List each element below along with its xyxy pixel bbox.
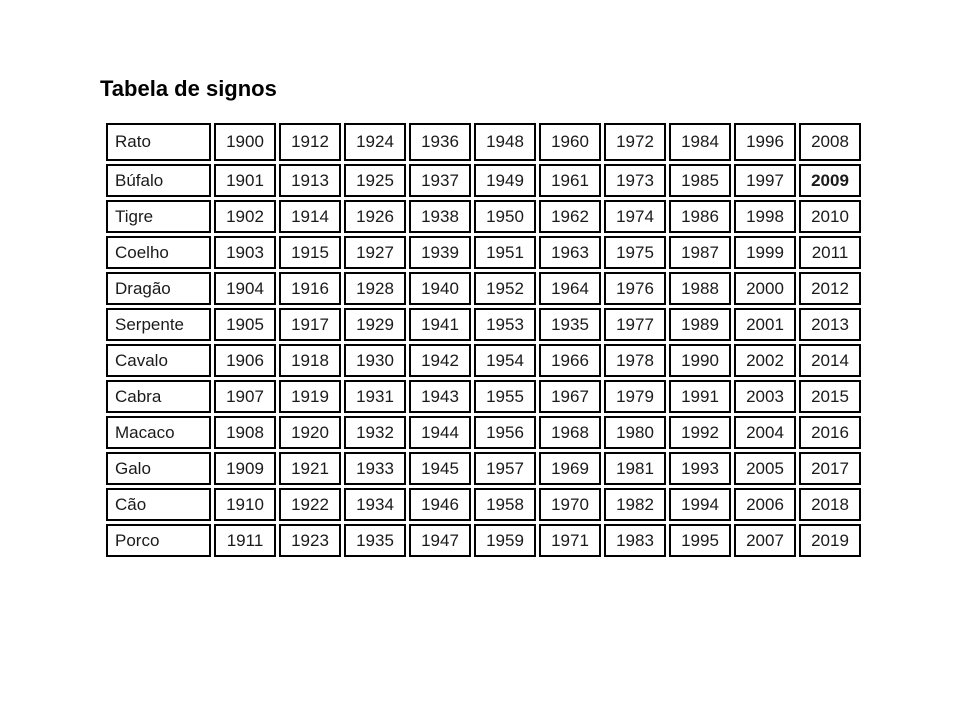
year-cell: 1962 [539,200,601,233]
year-cell: 1909 [214,452,276,485]
year-cell: 2009 [799,164,861,197]
year-cell: 2015 [799,380,861,413]
year-cell: 2011 [799,236,861,269]
table-row [106,416,861,449]
year-cell: 1954 [474,344,536,377]
year-cell: 1938 [409,200,471,233]
animal-label: Porco [106,524,211,557]
year-cell: 1966 [539,344,601,377]
year-cell: 1917 [279,308,341,341]
year-cell: 1984 [669,123,731,161]
year-cell: 1941 [409,308,471,341]
animal-label: Dragão [106,272,211,305]
year-cell: 2019 [799,524,861,557]
year-cell: 1955 [474,380,536,413]
year-cell: 1937 [409,164,471,197]
year-cell: 1902 [214,200,276,233]
year-cell: 1951 [474,236,536,269]
year-cell: 1924 [344,123,406,161]
year-cell: 2008 [799,123,861,161]
year-cell: 1934 [344,488,406,521]
year-cell: 1993 [669,452,731,485]
year-cell: 1906 [214,344,276,377]
animal-label: Cabra [106,380,211,413]
year-cell: 2017 [799,452,861,485]
year-cell: 1907 [214,380,276,413]
year-cell: 1911 [214,524,276,557]
year-cell: 1914 [279,200,341,233]
year-cell: 1915 [279,236,341,269]
year-cell: 1986 [669,200,731,233]
year-cell: 1905 [214,308,276,341]
year-cell: 2003 [734,380,796,413]
year-cell: 1969 [539,452,601,485]
year-cell: 2018 [799,488,861,521]
zodiac-table [103,120,864,560]
year-cell: 1972 [604,123,666,161]
year-cell: 1987 [669,236,731,269]
animal-label: Cavalo [106,344,211,377]
year-cell: 1985 [669,164,731,197]
year-cell: 1919 [279,380,341,413]
year-cell: 1976 [604,272,666,305]
year-cell: 2001 [734,308,796,341]
animal-label: Galo [106,452,211,485]
table-row [106,380,861,413]
year-cell: 1989 [669,308,731,341]
year-cell: 1997 [734,164,796,197]
year-cell: 1922 [279,488,341,521]
year-cell: 2006 [734,488,796,521]
year-cell: 1992 [669,416,731,449]
table-row [106,488,861,521]
year-cell: 1983 [604,524,666,557]
table-row [106,524,861,557]
year-cell: 1935 [344,524,406,557]
year-cell: 2000 [734,272,796,305]
year-cell: 1974 [604,200,666,233]
year-cell: 1936 [409,123,471,161]
year-cell: 1930 [344,344,406,377]
year-cell: 1948 [474,123,536,161]
year-cell: 1952 [474,272,536,305]
year-cell: 1964 [539,272,601,305]
year-cell: 1943 [409,380,471,413]
year-cell: 1956 [474,416,536,449]
year-cell: 1981 [604,452,666,485]
year-cell: 2014 [799,344,861,377]
year-cell: 1970 [539,488,601,521]
year-cell: 1946 [409,488,471,521]
year-cell: 2010 [799,200,861,233]
year-cell: 1932 [344,416,406,449]
year-cell: 1900 [214,123,276,161]
year-cell: 2013 [799,308,861,341]
year-cell: 2012 [799,272,861,305]
year-cell: 1918 [279,344,341,377]
year-cell: 1977 [604,308,666,341]
year-cell: 1953 [474,308,536,341]
year-cell: 2016 [799,416,861,449]
year-cell: 2005 [734,452,796,485]
year-cell: 1963 [539,236,601,269]
year-cell: 1903 [214,236,276,269]
year-cell: 1975 [604,236,666,269]
year-cell: 1968 [539,416,601,449]
year-cell: 1991 [669,380,731,413]
year-cell: 1927 [344,236,406,269]
year-cell: 1947 [409,524,471,557]
year-cell: 1988 [669,272,731,305]
year-cell: 1971 [539,524,601,557]
year-cell: 1913 [279,164,341,197]
year-cell: 1949 [474,164,536,197]
year-cell: 1942 [409,344,471,377]
year-cell: 1994 [669,488,731,521]
year-cell: 2004 [734,416,796,449]
year-cell: 1931 [344,380,406,413]
year-cell: 1958 [474,488,536,521]
animal-label: Cão [106,488,211,521]
year-cell: 1935 [539,308,601,341]
year-cell: 1982 [604,488,666,521]
year-cell: 1908 [214,416,276,449]
year-cell: 1921 [279,452,341,485]
year-cell: 1925 [344,164,406,197]
year-cell: 2007 [734,524,796,557]
year-cell: 1957 [474,452,536,485]
year-cell: 1996 [734,123,796,161]
year-cell: 1939 [409,236,471,269]
year-cell: 1999 [734,236,796,269]
year-cell: 1967 [539,380,601,413]
animal-label: Búfalo [106,164,211,197]
year-cell: 1944 [409,416,471,449]
animal-label: Serpente [106,308,211,341]
table-row [106,164,861,197]
animal-label: Tigre [106,200,211,233]
year-cell: 1995 [669,524,731,557]
animal-label: Coelho [106,236,211,269]
year-cell: 1912 [279,123,341,161]
year-cell: 1961 [539,164,601,197]
year-cell: 1978 [604,344,666,377]
table-row [106,272,861,305]
page-title: Tabela de signos [100,76,277,101]
table-row [106,344,861,377]
animal-label: Macaco [106,416,211,449]
table-row [106,452,861,485]
year-cell: 1923 [279,524,341,557]
year-cell: 1960 [539,123,601,161]
year-cell: 1980 [604,416,666,449]
year-cell: 1901 [214,164,276,197]
zodiac-table-body [106,123,861,557]
year-cell: 1910 [214,488,276,521]
year-cell: 1950 [474,200,536,233]
year-cell: 1990 [669,344,731,377]
year-cell: 1904 [214,272,276,305]
year-cell: 1945 [409,452,471,485]
year-cell: 1929 [344,308,406,341]
year-cell: 1916 [279,272,341,305]
year-cell: 2002 [734,344,796,377]
year-cell: 1928 [344,272,406,305]
table-row [106,123,861,161]
year-cell: 1926 [344,200,406,233]
year-cell: 1973 [604,164,666,197]
year-cell: 1933 [344,452,406,485]
year-cell: 1998 [734,200,796,233]
year-cell: 1940 [409,272,471,305]
year-cell: 1979 [604,380,666,413]
table-row [106,200,861,233]
table-row [106,236,861,269]
year-cell: 1920 [279,416,341,449]
animal-label: Rato [106,123,211,161]
table-row [106,308,861,341]
year-cell: 1959 [474,524,536,557]
